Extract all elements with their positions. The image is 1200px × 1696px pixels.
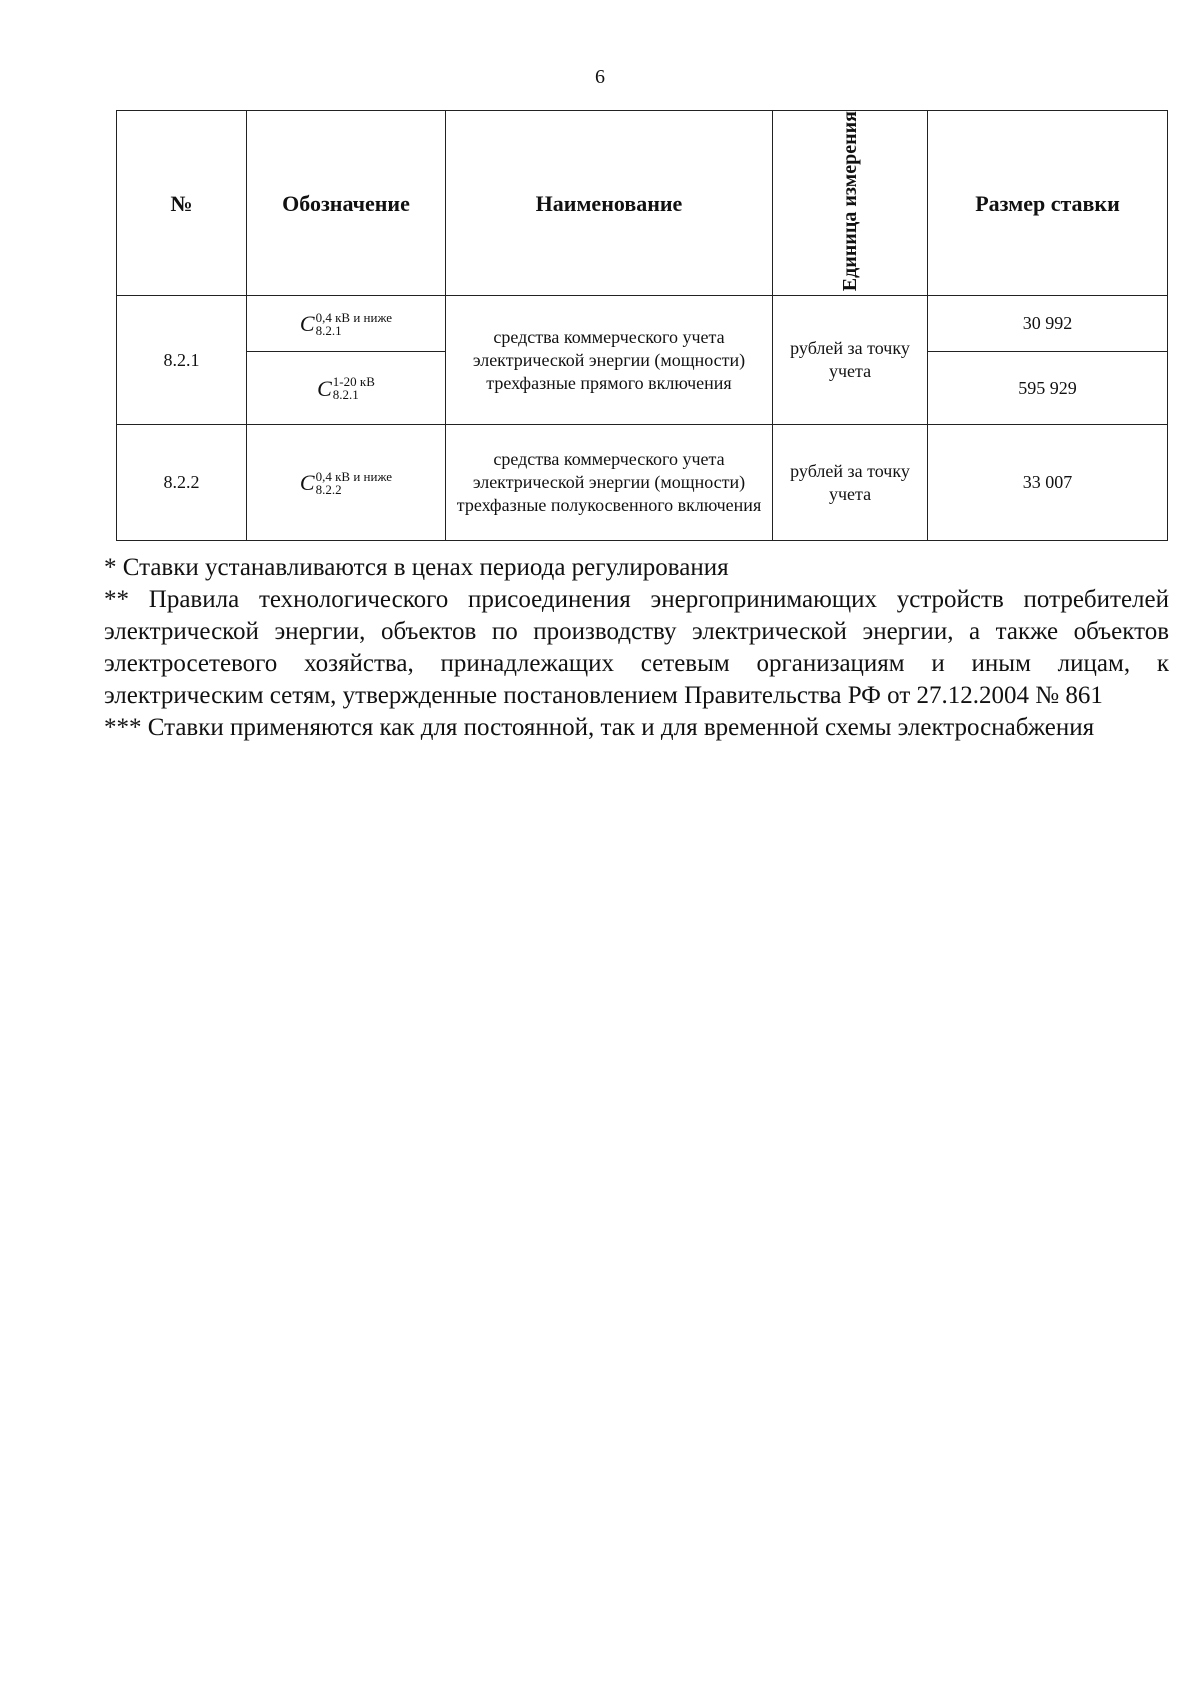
row-number: 8.2.2 [117, 425, 247, 541]
footnote-1: * Ставки устанавливаются в ценах периода регулирования [104, 554, 729, 581]
designation-cell [247, 296, 446, 352]
rate-symbol [317, 375, 375, 401]
rate-value: 595 929 [928, 352, 1168, 425]
footnote-3: *** Ставки применяются как для постоянной, так и для временной схемы электроснабжения [104, 714, 1095, 741]
table-row [117, 425, 1168, 541]
item-unit: рублей за точку учета [773, 425, 928, 541]
header-unit: Единица измерения [839, 111, 861, 292]
rates-table [116, 110, 1168, 541]
symbol-letter: C [299, 470, 315, 496]
page-number: 6 [595, 66, 605, 88]
rate-value: 33 007 [928, 425, 1168, 541]
footnotes [104, 552, 1169, 744]
symbol-superscript: 1-20 кВ [332, 374, 375, 390]
symbol-subscript: 8.2.2 [315, 481, 342, 497]
symbol-superscript: 0,4 кВ и ниже [315, 309, 393, 325]
designation-cell [247, 425, 446, 541]
designation-cell [247, 352, 446, 425]
item-name: средства коммерческого учета электрической энергии (мощности) трехфазные полукосвенного включения [446, 425, 773, 541]
table-row [117, 296, 1168, 352]
rate-symbol [300, 311, 392, 337]
header-unit-cell [773, 111, 928, 296]
table-header-row [117, 111, 1168, 296]
symbol-superscript: 0,4 кВ и ниже [315, 468, 393, 484]
footnote-2: ** Правила технологического присоединения энергопринимающих устройств потребителей электрической энергии, объектов по производству электрической энергии, а также объектов электросетевого хозяйства, принадлежащих сетевым организациям и иным лицам, к электрическим сетям, утвержденные постановлением Правительства РФ от 27.12.2004 № 861 [104, 586, 1169, 709]
symbol-letter: C [317, 375, 332, 401]
symbol-subscript: 8.2.1 [332, 387, 359, 403]
header-number: № [117, 111, 247, 296]
symbol-letter: C [299, 311, 315, 337]
item-unit: рублей за точку учета [773, 296, 928, 425]
header-designation: Обозначение [247, 111, 446, 296]
item-name: средства коммерческого учета электрической энергии (мощности) трехфазные прямого включения [446, 296, 773, 425]
rate-symbol [300, 470, 392, 496]
header-name: Наименование [446, 111, 773, 296]
header-rate: Размер ставки [928, 111, 1168, 296]
symbol-subscript: 8.2.1 [315, 322, 342, 338]
rate-value: 30 992 [928, 296, 1168, 352]
row-number: 8.2.1 [117, 296, 247, 425]
